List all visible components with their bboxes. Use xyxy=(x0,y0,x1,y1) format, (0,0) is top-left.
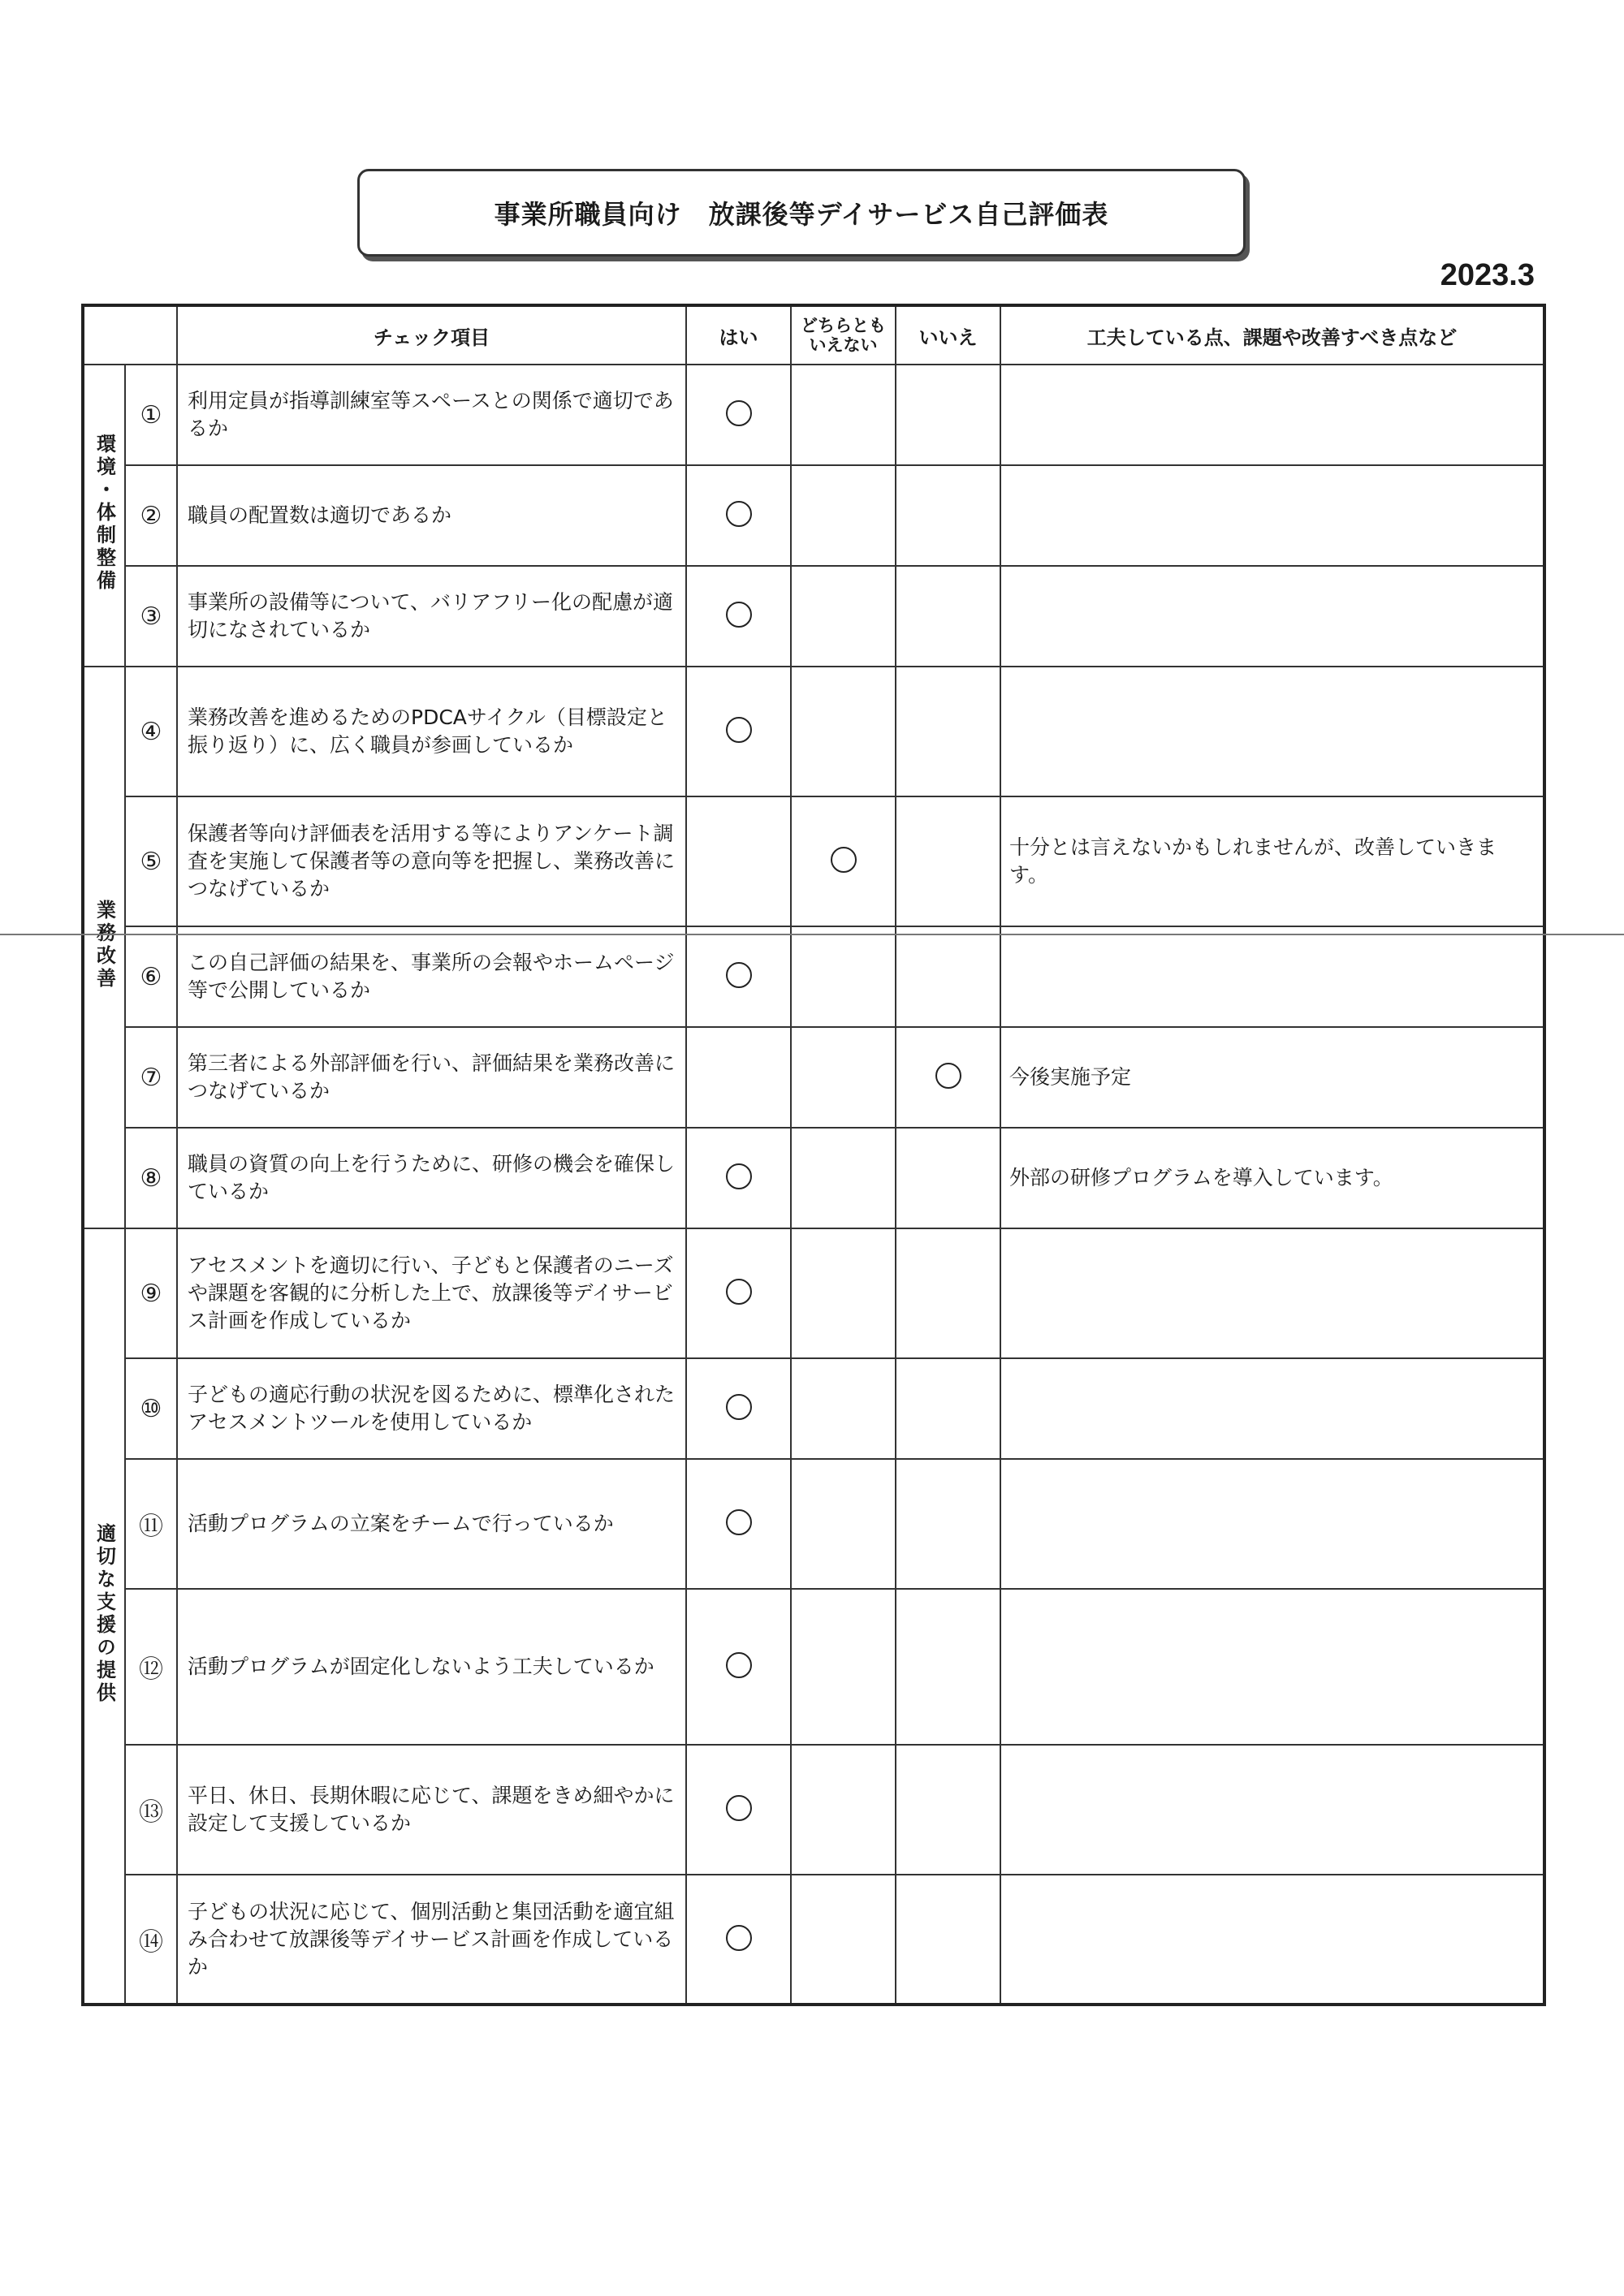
category-label: 業務改善 xyxy=(93,900,116,990)
circle-mark-icon xyxy=(726,602,752,628)
answer-no-cell xyxy=(896,926,1000,1027)
header-remarks: 工夫している点、課題や改善すべき点など xyxy=(1000,305,1544,365)
remarks-cell xyxy=(1000,566,1544,667)
table-row xyxy=(83,1589,1544,1745)
check-item-text: 職員の資質の向上を行うために、研修の機会を確保しているか xyxy=(177,1128,686,1228)
remarks-cell xyxy=(1000,1459,1544,1589)
circle-mark-icon xyxy=(726,1925,752,1951)
table-row xyxy=(83,1128,1544,1228)
check-item-text: この自己評価の結果を、事業所の会報やホームページ等で公開しているか xyxy=(177,926,686,1027)
remarks-cell xyxy=(1000,1875,1544,2005)
header-neutral-line2: いえない xyxy=(809,335,878,355)
remarks-cell xyxy=(1000,1745,1544,1875)
check-item-text: 事業所の設備等について、バリアフリー化の配慮が適切になされているか xyxy=(177,566,686,667)
answer-neutral-cell xyxy=(791,1459,896,1589)
answer-neutral-cell xyxy=(791,1358,896,1459)
check-item-text: アセスメントを適切に行い、子どもと保護者のニーズや課題を客観的に分析した上で、放課後等デイサービス計画を作成しているか xyxy=(177,1228,686,1358)
check-item-text: 平日、休日、長期休暇に応じて、課題をきめ細やかに設定して支援しているか xyxy=(177,1745,686,1875)
circle-mark-icon xyxy=(726,1163,752,1189)
category-business-improvement xyxy=(83,667,125,1228)
table-row xyxy=(83,1228,1544,1358)
answer-yes-cell xyxy=(686,1027,791,1128)
remarks-cell xyxy=(1000,365,1544,465)
category-environment xyxy=(83,365,125,667)
item-number: ② xyxy=(125,465,177,566)
item-number: ⑫ xyxy=(125,1589,177,1745)
answer-yes-cell xyxy=(686,1128,791,1228)
item-number: ③ xyxy=(125,566,177,667)
answer-neutral-cell xyxy=(791,796,896,926)
self-evaluation-table xyxy=(81,304,1546,2006)
table-row xyxy=(83,926,1544,1027)
answer-neutral-cell xyxy=(791,926,896,1027)
item-number: ⑭ xyxy=(125,1875,177,2005)
circle-mark-icon xyxy=(726,1279,752,1305)
remarks-cell: 今後実施予定 xyxy=(1000,1027,1544,1128)
answer-yes-cell xyxy=(686,1358,791,1459)
answer-no-cell xyxy=(896,1228,1000,1358)
category-label: 適切な支援の提供 xyxy=(93,1522,116,1705)
answer-no-cell xyxy=(896,667,1000,796)
table-row xyxy=(83,1027,1544,1128)
answer-yes-cell xyxy=(686,465,791,566)
check-item-text: 利用定員が指導訓練室等スペースとの関係で適切であるか xyxy=(177,365,686,465)
answer-no-cell xyxy=(896,1459,1000,1589)
check-item-text: 保護者等向け評価表を活用する等によりアンケート調査を実施して保護者等の意向等を把握し、業務改善につなげているか xyxy=(177,796,686,926)
check-item-text: 活動プログラムの立案をチームで行っているか xyxy=(177,1459,686,1589)
item-number: ⑩ xyxy=(125,1358,177,1459)
item-number: ① xyxy=(125,365,177,465)
item-number: ⑨ xyxy=(125,1228,177,1358)
item-number: ⑥ xyxy=(125,926,177,1027)
remarks-cell xyxy=(1000,667,1544,796)
answer-neutral-cell xyxy=(791,1875,896,2005)
table-row xyxy=(83,365,1544,465)
document-date: 2023.3 xyxy=(1440,258,1535,292)
remarks-cell xyxy=(1000,926,1544,1027)
document-title: 事業所職員向け 放課後等デイサービス自己評価表 xyxy=(357,169,1246,257)
table-row xyxy=(83,465,1544,566)
check-item-text: 活動プログラムが固定化しないよう工夫しているか xyxy=(177,1589,686,1745)
answer-neutral-cell xyxy=(791,1589,896,1745)
answer-yes-cell xyxy=(686,566,791,667)
item-number: ⑧ xyxy=(125,1128,177,1228)
header-row xyxy=(83,305,1544,365)
answer-no-cell xyxy=(896,566,1000,667)
category-label: 環境・体制整備 xyxy=(93,434,116,593)
answer-no-cell xyxy=(896,465,1000,566)
answer-no-cell xyxy=(896,1589,1000,1745)
circle-mark-icon xyxy=(831,847,857,873)
circle-mark-icon xyxy=(726,1509,752,1535)
circle-mark-icon xyxy=(726,1652,752,1678)
check-item-text: 職員の配置数は適切であるか xyxy=(177,465,686,566)
answer-no-cell xyxy=(896,1027,1000,1128)
table-row xyxy=(83,796,1544,926)
header-neutral xyxy=(791,305,896,365)
item-number: ⑦ xyxy=(125,1027,177,1128)
circle-mark-icon xyxy=(726,400,752,426)
answer-neutral-cell xyxy=(791,1228,896,1358)
page-fold-line xyxy=(0,934,1624,935)
circle-mark-icon xyxy=(726,962,752,988)
answer-yes-cell xyxy=(686,796,791,926)
table-row xyxy=(83,1358,1544,1459)
answer-neutral-cell xyxy=(791,566,896,667)
item-number: ④ xyxy=(125,667,177,796)
check-item-text: 子どもの適応行動の状況を図るために、標準化されたアセスメントツールを使用しているか xyxy=(177,1358,686,1459)
answer-neutral-cell xyxy=(791,465,896,566)
answer-neutral-cell xyxy=(791,1128,896,1228)
answer-no-cell xyxy=(896,1875,1000,2005)
answer-yes-cell xyxy=(686,926,791,1027)
answer-neutral-cell xyxy=(791,1745,896,1875)
table-row xyxy=(83,1745,1544,1875)
answer-yes-cell xyxy=(686,1228,791,1358)
category-appropriate-support xyxy=(83,1228,125,2005)
header-yes: はい xyxy=(686,305,791,365)
table-row xyxy=(83,1459,1544,1589)
item-number: ⑤ xyxy=(125,796,177,926)
check-item-text: 第三者による外部評価を行い、評価結果を業務改善につなげているか xyxy=(177,1027,686,1128)
answer-no-cell xyxy=(896,1745,1000,1875)
check-item-text: 業務改善を進めるためのPDCAサイクル（目標設定と振り返り）に、広く職員が参画しているか xyxy=(177,667,686,796)
answer-no-cell xyxy=(896,365,1000,465)
header-check-item: チェック項目 xyxy=(177,305,686,365)
answer-neutral-cell xyxy=(791,667,896,796)
remarks-cell xyxy=(1000,1358,1544,1459)
remarks-cell xyxy=(1000,1228,1544,1358)
header-no: いいえ xyxy=(896,305,1000,365)
remarks-cell: 外部の研修プログラムを導入しています。 xyxy=(1000,1128,1544,1228)
circle-mark-icon xyxy=(726,717,752,743)
header-blank xyxy=(83,305,177,365)
answer-no-cell xyxy=(896,1128,1000,1228)
answer-yes-cell xyxy=(686,1745,791,1875)
header-neutral-line1: どちらとも xyxy=(801,316,886,335)
remarks-cell: 十分とは言えないかもしれませんが、改善していきます。 xyxy=(1000,796,1544,926)
table-row xyxy=(83,667,1544,796)
remarks-cell xyxy=(1000,465,1544,566)
item-number: ⑬ xyxy=(125,1745,177,1875)
circle-mark-icon xyxy=(726,501,752,527)
answer-yes-cell xyxy=(686,667,791,796)
remarks-cell xyxy=(1000,1589,1544,1745)
check-item-text: 子どもの状況に応じて、個別活動と集団活動を適宜組み合わせて放課後等デイサービス計画を作成しているか xyxy=(177,1875,686,2005)
answer-neutral-cell xyxy=(791,1027,896,1128)
answer-yes-cell xyxy=(686,1875,791,2005)
answer-no-cell xyxy=(896,796,1000,926)
answer-yes-cell xyxy=(686,365,791,465)
table-row xyxy=(83,1875,1544,2005)
answer-no-cell xyxy=(896,1358,1000,1459)
answer-yes-cell xyxy=(686,1589,791,1745)
circle-mark-icon xyxy=(726,1795,752,1821)
answer-neutral-cell xyxy=(791,365,896,465)
circle-mark-icon xyxy=(726,1394,752,1420)
table-row xyxy=(83,566,1544,667)
circle-mark-icon xyxy=(935,1063,961,1089)
item-number: ⑪ xyxy=(125,1459,177,1589)
answer-yes-cell xyxy=(686,1459,791,1589)
